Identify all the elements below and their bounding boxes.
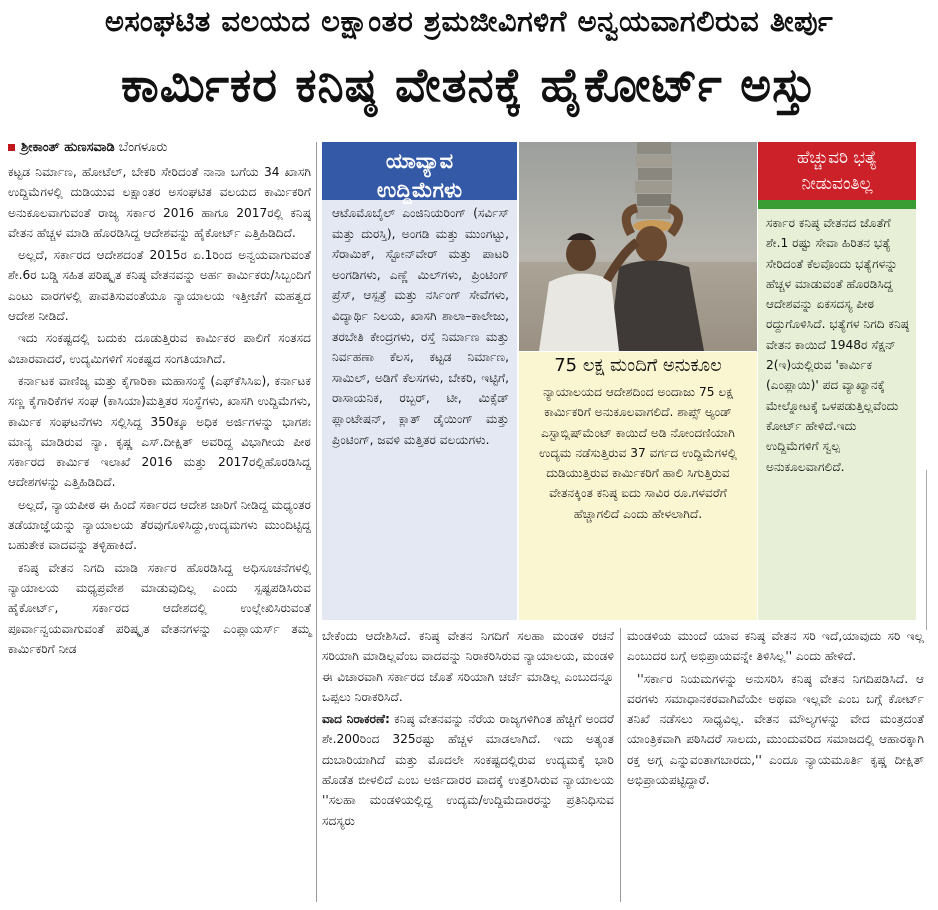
paragraph: ಇದು ಸಂಕಷ್ಟದಲ್ಲಿ ಬದುಕು ದೂಡುತ್ತಿರುವ ಕಾರ್ಮಿಕರ ಪಾಲಿಗೆ ಸಂತಸದ ವಿಚಾರವಾದರೆ, ಉದ್ಯಮಿಗಳಿಗೆ ಸಂಕಷ್ಟದ ಸಂಗತಿಯಾಗಿದೆ.: [8, 331, 311, 366]
paragraph: ಅಲ್ಲದೆ, ಸರ್ಕಾರದ ಆದೇಶದಂತೆ 2015ರ ಏ.1ರಿಂದ ಅನ್ವಯವಾಗುವಂತೆ ಶೇ.6ರ ಬಡ್ಡಿ ಸಹಿತ ಪರಿಷ್ಕೃತ ಕನಿಷ್ಠ ವೇತನವನ್ನು ಅರ್ಹ ಕಾರ್ಮಿಕರು/ಸಿಬ್ಬಂದಿಗೆ ಎಂಟು ವಾರಗಳಲ್ಲಿ ಪಾವತಿಸುವಂತೆಯೂ ನ್ಯಾಯಾಲಯ ಇತ್ತೀಚೆಗೆ ಮಹತ್ವದ ಆದೇಶ ನೀಡಿದೆ.: [8, 248, 311, 324]
paragraph: ಕಟ್ಟಡ ನಿರ್ಮಾಣ, ಹೋಟೆಲ್‌, ಬೇಕರಿ ಸೇರಿದಂತೆ ನಾನಾ ಬಗೆಯ 34 ಖಾಸಗಿ ಉದ್ದಿಮೆಗಳಲ್ಲಿ ದುಡಿಯುವ ಲಕ್ಷಾಂತರ ಅಸಂಘಟಿತ ವಲಯದ ಕಾರ್ಮಿಕರಿಗೆ ಅನುಕೂಲವಾಗುವಂತೆ ರಾಜ್ಯ ಸರ್ಕಾರ 2016 ಹಾಗೂ 2017ರಲ್ಲಿ ಕನಿಷ್ಠ ವೇತನ ಹೆಚ್ಚಳ ಮಾಡಿ ಹೊರಡಿಸಿದ್ದ ಆದೇಶವನ್ನು ಹೈಕೋರ್ಟ್‌ ಎತ್ತಿಹಿಡಿದಿದೆ.: [8, 165, 311, 240]
kicker: ಅಸಂಘಟಿತ ವಲಯದ ಲಕ್ಷಾಂತರ ಶ್ರಮಜೀವಿಗಳಿಗೆ ಅನ್ವಯವಾಗಲಿರುವ ತೀರ್ಪು: [104, 4, 834, 38]
allowance-box-title-wrap: [758, 142, 916, 209]
column-divider: [316, 142, 317, 902]
middle-column: [322, 626, 614, 833]
paragraph: ''ಸರ್ಕಾರ ನಿಯಮಗಳನ್ನು ಅನುಸರಿಸಿ ಕನಿಷ್ಠ ವೇತನ ನಿಗದಿಪಡಿಸಿದೆ. ಆ ವರಗಳು ಸಮಾಧಾನಕರವಾಗಿವೆಯೇ ಅಥವಾ ಇಲ್ಲವೇ ಎಂಬ ಬಗ್ಗೆ ಕೋರ್ಟ್‌ ತನಿಖೆ ನಡೆಸಲು ಸಾಧ್ಯವಿಲ್ಲ. ವೇತನ ಮೌಲ್ಯಗಳನ್ನು ವೇದ ಮಂತ್ರದಂತೆ ಯಾಂತ್ರಿಕವಾಗಿ ಪಠಿಸಿದರೆ ಸಾಲದು, ಮುಂದುವರಿದ ಸಮಾಜದಲ್ಲಿ ಆಹಾರಕ್ಕಾಗಿ ರಕ್ತ ಅಗ್ಗ ಎನ್ನುವಂತಾಗಬಾರದು,'' ಎಂದೂ ನ್ಯಾಯಮೂರ್ತಿ ಕೃಷ್ಣ ದೀಕ್ಷಿತ್‌ ಅಭಿಪ್ರಾಯಪಟ್ಟಿದ್ದಾರೆ.: [627, 671, 924, 788]
paragraph: ಅಲ್ಲದೆ, ನ್ಯಾಯಪೀಠ ಈ ಹಿಂದೆ ಸರ್ಕಾರದ ಆದೇಶ ಜಾರಿಗೆ ನೀಡಿದ್ದ ಮಧ್ಯಂತರ ತಡೆಯಾಜ್ಞೆಯನ್ನು ನ್ಯಾಯಾಲಯ ತೆರವುಗೊಳಿಸಿದ್ದು,ಉದ್ಯಮಗಳು ಮುಂದಿಟ್ಟಿದ್ದ ಬಹುತೇಕ ವಾದವನ್ನು ತಳ್ಳಿಹಾಕಿದೆ.: [8, 497, 311, 553]
right-column: [627, 626, 924, 792]
bullet-square-icon: [8, 144, 15, 151]
allowance-box: [758, 142, 916, 620]
subhead-lead: ವಾದ ನಿರಾಕರಣೆ:: [322, 712, 390, 727]
left-column: [8, 162, 311, 661]
beneficiaries-box-text: ನ್ಯಾಯಾಲಯದ ಆದೇಶದಿಂದ ಅಂದಾಜು 75 ಲಕ್ಷ ಕಾರ್ಮಿಕರಿಗೆ ಅನುಕೂಲವಾಗಲಿದೆ. ಶಾಪ್ಸ್‌ ಅ್ಯಂಡ್‌ ಎಸ್ಟಾಬ್ಲಿಷ್‌ಮೆಂಟ್‌ ಕಾಯಿದೆ ಅಡಿ ನೋಂದಣಿಯಾಗಿ ಉದ್ಯಮ ನಡೆಸುತ್ತಿರುವ 37 ವರ್ಗದ ಉದ್ದಿಮೆಗಳಲ್ಲಿ ದುಡಿಯುತ್ತಿರುವ ಕಾರ್ಮಿಕರಿಗೆ ಹಾಲಿ ಸಿಗುತ್ತಿರುವ ವೇತನಕ್ಕಿಂತ ಕನಿಷ್ಠ ಐದು ಸಾವಿರ ರೂ.ಗಳವರೆಗೆ ಹೆಚ್ಚಾಗಲಿದೆ ಎಂದು ಹೇಳಲಾಗಿದೆ.: [539, 385, 737, 521]
beneficiaries-box-title: 75 ಲಕ್ಷ ಮಂದಿಗೆ ಅನುಕೂಲ: [554, 355, 722, 376]
paragraph: ಬೇಕೆಂದು ಆದೇಶಿಸಿದೆ. ಕನಿಷ್ಠ ವೇತನ ನಿಗದಿಗೆ ಸಲಹಾ ಮಂಡಳಿ ರಚನೆ ಸರಿಯಾಗಿ ಮಾಡಿಲ್ಲವೆಂಬ ವಾದವನ್ನು ನಿರಾಕರಿಸಿರುವ ನ್ಯಾಯಾಲಯ, ಮಂಡಳಿ ಈ ವಿಚಾರವಾಗಿ ಸರ್ಕಾರದ ಜೊತೆ ಸರಿಯಾಗಿ ಚರ್ಚೆ ಮಾಡಿಲ್ಲ ಎಂಬುದನ್ನೂ ಒಪ್ಪಲು ನಿರಾಕರಿಸಿದೆ.: [322, 629, 614, 704]
edge-strip: [926, 470, 938, 630]
headline: ಕಾರ್ಮಿಕರ ಕನಿಷ್ಠ ವೇತನಕ್ಕೆ ಹೈಕೋರ್ಟ್‌ ಅಸ್ತು: [121, 58, 817, 113]
byline-place: ಬೆಂಗಳೂರು: [118, 140, 168, 155]
column-divider: [620, 628, 621, 902]
allowance-box-text: ಸರ್ಕಾರ ಕನಿಷ್ಠ ವೇತನದ ಜೊತೆಗೆ ಶೇ.1 ರಷ್ಟು ಸೇವಾ ಹಿರಿತನ ಭತ್ಯೆ ಸೇರಿದಂತೆ ಕೆಲವೊಂದು ಭತ್ಯೆಗಳನ್ನು ಹೆಚ್ಚಳ ಮಾಡುವಂತೆ ಹೊರಡಿಸಿದ್ದ ಆದೇಶವನ್ನು ಏಕಸದಸ್ಯ ಪೀಠ ರದ್ದುಗೊಳಿಸಿದೆ. ಭತ್ಯೆಗಳ ನಿಗದಿ ಕನಿಷ್ಠ ವೇತನ ಕಾಯಿದೆ 1948ರ ಸೆಕ್ಷನ್‌ 2(ಇ)ಯಲ್ಲಿರುವ 'ಕಾರ್ಮಿಕ (ಎಂಪ್ಲಾಯಿ)' ಪದ ವ್ಯಾಖ್ಯಾನಕ್ಕೆ ಮೇಲ್ನೋಟಕ್ಕೆ ಒಳಪಡುತ್ತಿಲ್ಲವೆಂದು ಕೋರ್ಟ್‌ ಹೇಳಿದೆ.ಇದು ಉದ್ದಿಮೆಗಳಿಗೆ ಸ್ವಲ್ಪ ಅನುಕೂಲವಾಗಲಿದೆ.: [766, 216, 910, 474]
industries-box-title: ಯಾವ್ಯಾವ ಉದ್ದಿಮೆಗಳು: [322, 142, 517, 200]
paragraph: ಕರ್ನಾಟಕ ವಾಣಿಜ್ಯ ಮತ್ತು ಕೈಗಾರಿಕಾ ಮಹಾಸಂಸ್ಥೆ (ಎಫ್‌ಕೆಸಿಸಿಐ), ಕರ್ನಾಟಕ ಸಣ್ಣ ಕೈಗಾರಿಕೆಗಳ ಸಂಘ (ಕಾಸಿಯಾ)ಮತ್ತಿತರ ಸಂಸ್ಥೆಗಳು, ಖಾಸಗಿ ಉದ್ದಿಮೆಗಳು, ಕಾರ್ಮಿಕ ಸಂಘಟನೆಗಳು ಸಲ್ಲಿಸಿದ್ದ 350ಕ್ಕೂ ಅಧಿಕ ಅರ್ಜಿಗಳನ್ನು ಭಾಗಶಃ ಮಾನ್ಯ ಮಾಡಿರುವ ನ್ಯಾ. ಕೃಷ್ಣ ಎಸ್‌.ದೀಕ್ಷಿತ್‌ ಅವರಿದ್ದ ವಿಭಾಗೀಯ ಪೀಠ ಸರ್ಕಾರದ ಕಾರ್ಮಿಕ ಇಲಾಖೆ 2016 ಮತ್ತು 2017ರಲ್ಲಿಹೊರಡಿಸಿದ್ದ ಆದೇಶಗಳನ್ನು ಎತ್ತಿಹಿಡಿದಿದೆ.: [8, 373, 311, 490]
paragraph: ಮಂಡಳಿಯ ಮುಂದೆ ಯಾವ ಕನಿಷ್ಠ ವೇತನ ಸರಿ ಇದೆ,ಯಾವುದು ಸರಿ ಇಲ್ಲ ಎಂಬುದರ ಬಗ್ಗೆ ಅಭಿಪ್ರಾಯವನ್ನೇ ತಿಳಿಸಿಲ್ಲ'' ಎಂದು ಹೇಳಿದೆ.: [627, 629, 924, 664]
allowance-box-title: ಹೆಚ್ಚುವರಿ ಭತ್ಯೆ ನೀಡುವಂತಿಲ್ಲ: [758, 142, 916, 200]
beneficiaries-box: [519, 352, 757, 620]
industries-box: [322, 142, 517, 620]
paragraph: ಕನಿಷ್ಠ ವೇತನ ನಿಗದಿ ಮಾಡಿ ಸರ್ಕಾರ ಹೊರಡಿಸಿದ್ದ ಅಧಿಸೂಚನೆಗಳಲ್ಲಿ ನ್ಯಾಯಾಲಯ ಮಧ್ಯಪ್ರವೇಶ ಮಾಡುವುದಿಲ್ಲ ಎಂದು ಸ್ಪಷ್ಟಪಡಿಸಿರುವ ಹೈಕೋರ್ಟ್‌, ಸರ್ಕಾರದ ಆದೇಶದಲ್ಲಿ ಉಲ್ಲೇಖಿಸಿರುವಂತೆ ಪೂರ್ವಾನ್ವಯವಾಗುವಂತೆ ಪರಿಷ್ಕೃತ ವೇತನಗಳನ್ನು ಎಂಪ್ಲಾಯರ್ಸ್‌ ತಮ್ಮ ಕಾರ್ಮಿಕರಿಗೆ ನೀಡ: [8, 560, 311, 656]
paragraph: ವಾದ ನಿರಾಕರಣೆ: ಕನಿಷ್ಠ ವೇತನವನ್ನು ನೆರೆಯ ರಾಜ್ಯಗಳಿಗಿಂತ ಹೆಚ್ಚಿಗೆ ಅಂದರೆ ಶೇ.200ರಿಂದ 325ರಷ್ಟು ಹೆಚ್ಚಳ ಮಾಡಲಾಗಿದೆ. ಇದು ಅತ್ಯಂತ ದುಬಾರಿಯಾಗಿದೆ ಮತ್ತು ಮೊದಲೇ ಸಂಕಷ್ಟದಲ್ಲಿರುವ ಉದ್ಯಮಕ್ಕೆ ಭಾರಿ ಹೊಡೆತ ಬೀಳಲಿದೆ ಎಂಬ ಅರ್ಜಿದಾರರ ವಾದಕ್ಕೆ ಉತ್ತರಿಸಿರುವ ನ್ಯಾಯಾಲಯ ''ಸಲಹಾ ಮಂಡಳಿಯಲ್ಲಿದ್ದ ಉದ್ಯಮ/ಉದ್ದಿಮೆದಾರರನ್ನು ಪ್ರತಿನಿಧಿಸುವ ಸದಸ್ಯರು: [322, 712, 614, 828]
workers-photo: [519, 142, 757, 351]
industries-box-text: ಆಟೊಮೊಬೈಲ್‌ ಎಂಜಿನಿಯರಿಂಗ್‌ (ಸರ್ವಿಸ್‌ ಮತ್ತು ದುರಸ್ತಿ), ಅಂಗಡಿ ಮತ್ತು ಮುಂಗಟ್ಟು, ಸೆರಾಮಿಕ್‌, ಸ್ಟೋನ್‌ವೇರ್‌ ಮತ್ತು ಪಾಟರಿ ಅಂಗಡಿಗಳು, ಎಣ್ಣೆ ಮಿಲ್‌ಗಳು, ಪ್ರಿಂಟಿಂಗ್‌ ಪ್ರೆಸ್‌, ಆಸ್ಪತ್ರೆ ಮತ್ತು ನರ್ಸಿಂಗ್‌ ಸೇವೆಗಳು, ವಿದ್ಯಾರ್ಥಿ ನಿಲಯ, ಖಾಸಗಿ ಶಾಲಾ–ಕಾಲೇಜು, ತರಬೇತಿ ಕೇಂದ್ರಗಳು, ರಸ್ತೆ ನಿರ್ಮಾಣ ಮತ್ತು ನಿರ್ವಹಣಾ ಕೆಲಸ, ಕಟ್ಟಡ ನಿರ್ಮಾಣ, ಸಾಮಿಲ್‌, ಅಡಿಗೆ ಕೆಲಸಗಳು, ಬೇಕರಿ, ಇಟ್ಟಿಗೆ, ರಾಸಾಯನಿಕ, ರಬ್ಬರ್‌, ಟೀ, ಮಿಕ್ಸೆಡ್‌ ಪ್ಲಾಂಟೇಷನ್‌, ಕ್ಲಾತ್‌ ಡೈಯಿಂಗ್‌ ಮತ್ತು ಪ್ರಿಂಟಿಂಗ್‌, ಜವಳಿ ಮತ್ತಿತರ ವಲಯಗಳು.: [332, 206, 509, 447]
workers-photo-graphic: [519, 142, 757, 351]
byline-author: ಶ್ರೀಕಾಂತ್‌ ಹುಣಸವಾಡಿ: [21, 140, 115, 155]
byline: [8, 140, 167, 155]
